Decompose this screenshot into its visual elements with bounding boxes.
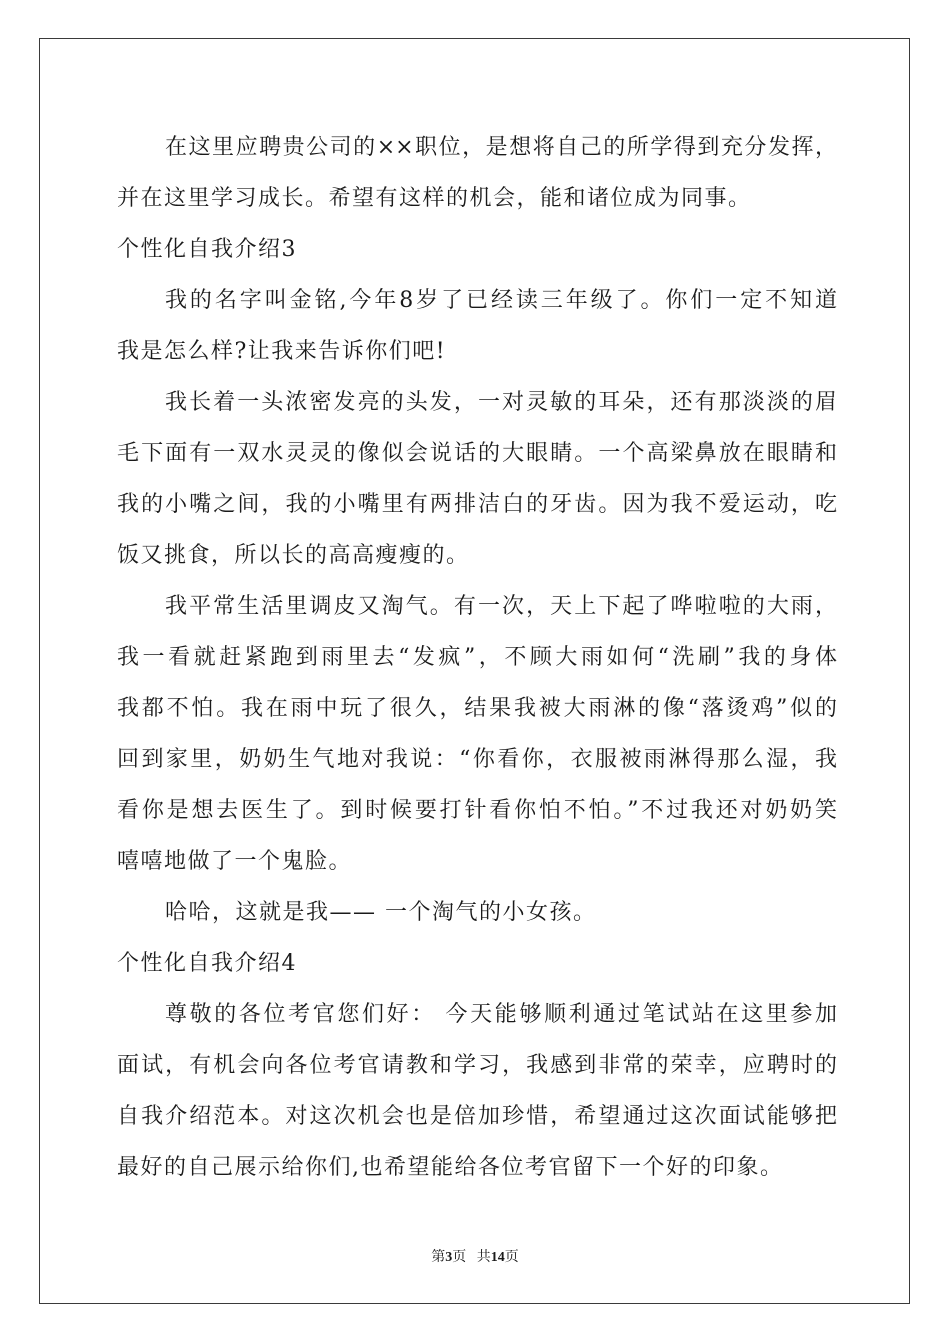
paragraph-line: 嘻嘻地做了一个鬼脸。 [117, 849, 353, 874]
paragraph-line: 我的小嘴之间，我的小嘴里有两排洁白的牙齿。因为我不爱运动，吃 [117, 492, 837, 517]
page-footer [0, 1246, 950, 1266]
section-heading: 个性化自我介绍3 [117, 237, 297, 262]
page-number: 3 [445, 1250, 453, 1265]
total-pages: 14 [490, 1250, 505, 1265]
paragraph-line: 饭又挑食，所以长的高高瘦瘦的。 [117, 543, 470, 568]
paragraph-line: 我一看就赶紧跑到雨里去“发疯”，不顾大雨如何“洗刷”我的身体 [117, 645, 837, 670]
paragraph-line: 回到家里，奶奶生气地对我说：“你看你，衣服被雨淋得那么湿，我 [117, 747, 837, 772]
total-suffix: 页 [504, 1250, 519, 1265]
paragraph-line: 我平常生活里调皮又淘气。有一次，天上下起了哗啦啦的大雨， [165, 594, 837, 619]
paragraph-line: 我长着一头浓密发亮的头发，一对灵敏的耳朵，还有那淡淡的眉 [165, 390, 837, 415]
paragraph-line: 并在这里学习成长。希望有这样的机会，能和诸位成为同事。 [117, 186, 752, 211]
page-suffix: 页 [452, 1250, 467, 1265]
paragraph-line: 尊敬的各位考官您们好： 今天能够顺利通过笔试站在这里参加 [165, 1002, 837, 1027]
paragraph-line: 最好的自己展示给你们,也希望能给各位考官留下一个好的印象。 [117, 1155, 784, 1180]
page-prefix: 第 [431, 1250, 446, 1265]
paragraph-line: 毛下面有一双水灵灵的像似会说话的大眼睛。一个高梁鼻放在眼睛和 [117, 441, 837, 466]
paragraph-line: 看你是想去医生了。到时候要打针看你怕不怕。”不过我还对奶奶笑 [117, 798, 837, 823]
paragraph-line: 我都不怕。我在雨中玩了很久，结果我被大雨淋的像“落烫鸡”似的 [117, 696, 837, 721]
total-prefix: 共 [476, 1250, 491, 1265]
paragraph-line: 面试，有机会向各位考官请教和学习，我感到非常的荣幸，应聘时的 [117, 1053, 837, 1078]
paragraph-line: 我是怎么样?让我来告诉你们吧! [117, 339, 447, 364]
paragraph-line: 哈哈，这就是我—— 一个淘气的小女孩。 [165, 900, 597, 925]
paragraph-line: 在这里应聘贵公司的××职位，是想将自己的所学得到充分发挥， [165, 135, 837, 160]
paragraph-line: 自我介绍范本。对这次机会也是倍加珍惜，希望通过这次面试能够把 [117, 1104, 837, 1129]
paragraph-line: 我的名字叫金铭,今年8岁了已经读三年级了。你们一定不知道 [165, 288, 837, 313]
section-heading: 个性化自我介绍4 [117, 951, 297, 976]
